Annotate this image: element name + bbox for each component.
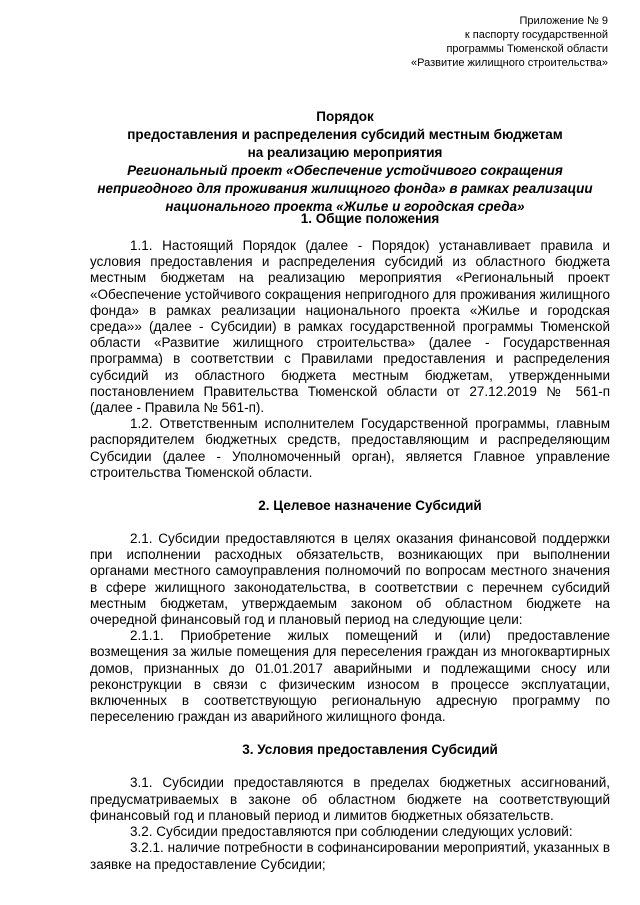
paragraph-1-2: 1.2. Ответственным исполнителем Государственной программы, главным распорядителем бюджетных средств, предоставляющим и распределяющим Субсидии (далее - Уполномоченный орган), является Главное управление строительства Тюменской области.	[90, 416, 610, 480]
annex-line-2: к паспорту государственной	[464, 29, 608, 41]
paragraph-3-2-1: 3.2.1. наличие потребности в софинансировании мероприятий, указанных в заявке на предоставление Субсидии;	[90, 840, 610, 872]
section-2-heading: 2. Целевое назначение Субсидий	[258, 498, 482, 514]
section-1-heading: 1. Общие положения	[300, 211, 440, 226]
title-line-2: предоставления и распределения субсидий местным бюджетам	[127, 127, 563, 142]
title-line-3: на реализацию мероприятия	[247, 145, 443, 160]
paragraph-2-1: 2.1. Субсидии предоставляются в целях оказания финансовой поддержки при исполнении расходных обязательств, возникающих при выполнении органами местного самоуправления полномочий по вопросам местного значения в сфере жилищного законодательства, в соответствии с перечнем субсидий местным бюджетам, утверждаемым законом об областном бюджете на очередной финансовый год и плановый период на следующие цели:	[90, 531, 610, 628]
paragraph-3-1: 3.1. Субсидии предоставляются в пределах бюджетных ассигнований, предусматриваемых в законе об областном бюджете на соответствующий финансовый год и плановый период и лимитов бюджетных обязательств.	[90, 775, 610, 823]
annex-line-1: Приложение № 9	[519, 15, 608, 27]
paragraph-3-2: 3.2. Субсидии предоставляются при соблюдении следующих условий:	[130, 824, 573, 840]
title-project-name: Региональный проект «Обеспечение устойчивого сокращения непригодного для проживания жилищного фонда» в рамках реализации национального проекта «Жилье и городская среда»	[97, 163, 593, 214]
document-body	[90, 210, 610, 873]
annex-line-4: «Развитие жилищного строительства»	[411, 57, 608, 69]
paragraph-2-1-1: 2.1.1. Приобретение жилых помещений и (или) предоставление возмещения за жилые помещения для переселения граждан из многоквартирных домов, признанных до 01.01.2017 аварийными и подлежащими сносу или реконструкции в связи с физическим износом в процессе эксплуатации, включенных в соответствующую региональную адресную программу по переселению граждан из аварийного жилищного фонда.	[90, 628, 610, 725]
paragraph-1-1: 1.1. Настоящий Порядок (далее - Порядок) устанавливает правила и условия предоставления и распределения субсидий из областного бюджета местным бюджетам на реализацию мероприятия «Региональный проект «Обеспечение устойчивого сокращения непригодного для проживания жилищного фонда» в рамках реализации национального проекта «Жилье и городская среда»» (далее - Субсидии) в рамках государственной программы Тюменской области «Развитие жилищного строительства» (далее - Государственная программа) в соответствии с Правилами предоставления и распределения субсидий из областного бюджета местным бюджетам, утвержденными постановлением Правительства Тюменской области от 27.12.2019 № 561-п (далее - Правила № 561-п).	[90, 238, 610, 416]
title-line-1: Порядок	[316, 109, 374, 124]
section-3-heading: 3. Условия предоставления Субсидий	[242, 742, 498, 758]
annex-header	[411, 14, 608, 70]
document-title	[90, 108, 600, 216]
annex-line-3: программы Тюменской области	[446, 43, 608, 55]
